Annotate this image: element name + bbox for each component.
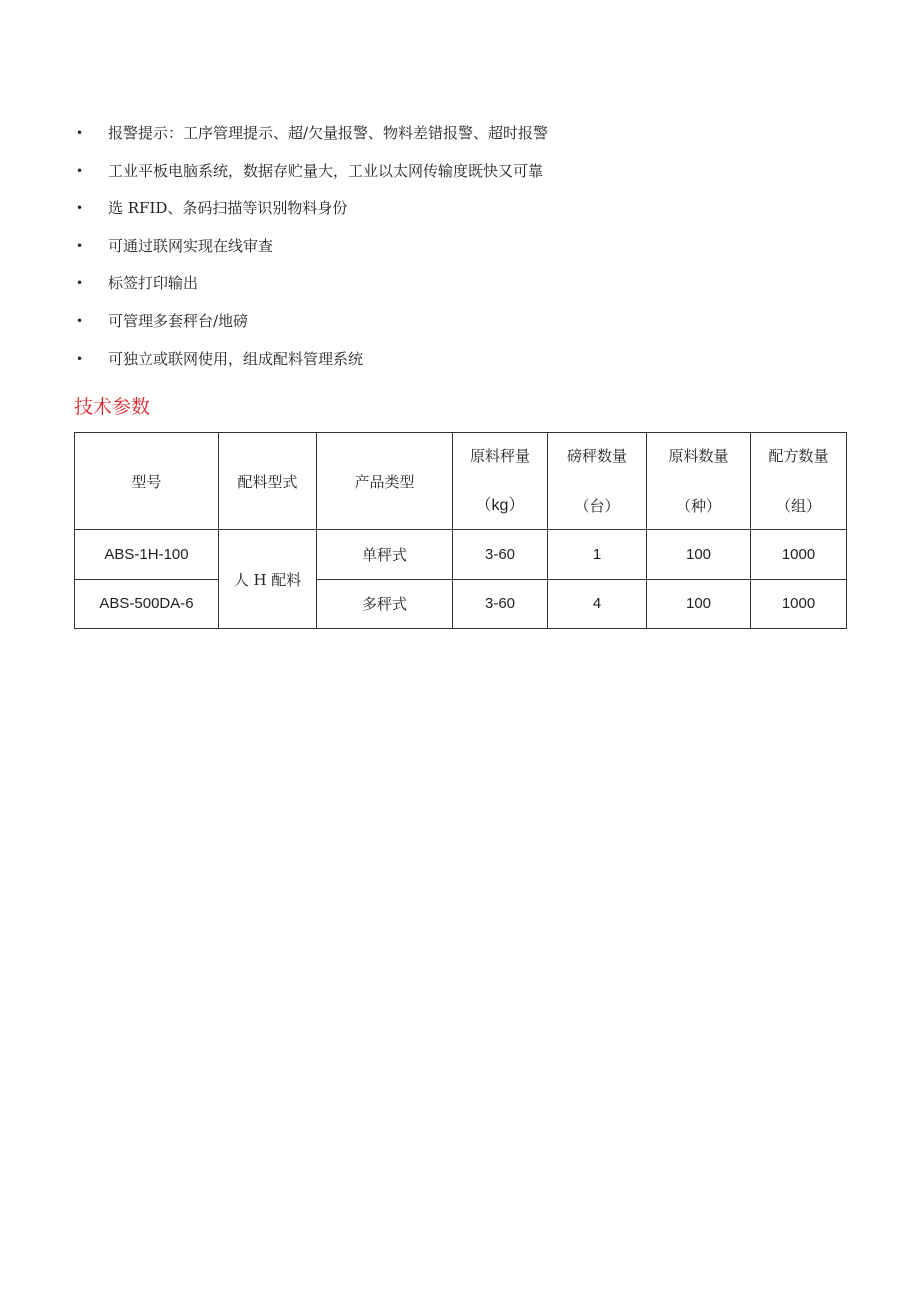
header-recipes bbox=[751, 433, 847, 530]
list-item bbox=[76, 231, 548, 269]
header-range-unit: （kg） bbox=[475, 497, 525, 515]
cell-type: 单秤式 bbox=[317, 530, 453, 579]
header-mode: 配料型式 bbox=[219, 433, 317, 530]
header-model: 型号 bbox=[75, 433, 219, 530]
cell-scales: 4 bbox=[548, 579, 647, 628]
table-row bbox=[75, 530, 847, 579]
list-item bbox=[76, 306, 548, 344]
header-materials-unit: （种） bbox=[675, 497, 721, 516]
header-range bbox=[453, 433, 548, 530]
list-item bbox=[76, 156, 548, 194]
header-scales bbox=[548, 433, 647, 530]
bullet-icon: • bbox=[76, 238, 84, 253]
header-materials bbox=[647, 433, 751, 530]
list-item bbox=[76, 268, 548, 306]
cell-model: ABS-1H-100 bbox=[75, 530, 219, 579]
cell-model: ABS-500DA-6 bbox=[75, 579, 219, 628]
bullet-icon: • bbox=[76, 201, 84, 216]
bullet-icon: • bbox=[76, 276, 84, 291]
cell-mode: 人 H 配料 bbox=[219, 530, 317, 629]
cell-range: 3-60 bbox=[453, 579, 548, 628]
cell-type: 多秤式 bbox=[317, 579, 453, 628]
cell-range: 3-60 bbox=[453, 530, 548, 579]
feature-text: 报警提示：工序管理提示、超/欠量报警、物料差错报警、超时报警 bbox=[108, 124, 549, 142]
section-title: 技术参数 bbox=[74, 396, 151, 418]
table-row bbox=[75, 579, 847, 628]
bullet-icon: • bbox=[76, 351, 84, 366]
header-recipes-unit: （组） bbox=[775, 497, 821, 516]
cell-recipes: 1000 bbox=[751, 530, 847, 579]
bullet-icon: • bbox=[76, 163, 84, 178]
feature-text: 标签打印输出 bbox=[108, 274, 199, 293]
list-item bbox=[76, 344, 548, 382]
list-item bbox=[76, 193, 548, 231]
feature-list bbox=[76, 118, 548, 381]
spec-table bbox=[74, 432, 847, 629]
feature-text: 可独立或联网使用，组成配料管理系统 bbox=[108, 349, 364, 368]
cell-materials: 100 bbox=[647, 530, 751, 579]
table-header-row bbox=[75, 433, 847, 530]
header-recipes-label: 配方数量 bbox=[768, 447, 829, 466]
header-scales-label: 磅秤数量 bbox=[566, 447, 627, 466]
feature-text: 可管理多套秤台/地磅 bbox=[108, 311, 249, 330]
feature-text: 可通过联网实现在线审查 bbox=[108, 236, 274, 255]
header-scales-unit: （台） bbox=[574, 497, 620, 516]
cell-scales: 1 bbox=[548, 530, 647, 579]
header-type: 产品类型 bbox=[317, 433, 453, 530]
bullet-icon: • bbox=[76, 126, 84, 140]
feature-text: 选 RFID、条码扫描等识别物料身份 bbox=[108, 199, 348, 218]
header-range-label: 原料秤量 bbox=[469, 447, 530, 466]
cell-materials: 100 bbox=[647, 579, 751, 628]
bullet-icon: • bbox=[76, 313, 84, 328]
list-item bbox=[76, 118, 548, 156]
header-materials-label: 原料数量 bbox=[668, 447, 729, 466]
cell-recipes: 1000 bbox=[751, 579, 847, 628]
feature-text: 工业平板电脑系统，数据存贮量大，工业以太网传输度既快又可靠 bbox=[108, 161, 544, 180]
